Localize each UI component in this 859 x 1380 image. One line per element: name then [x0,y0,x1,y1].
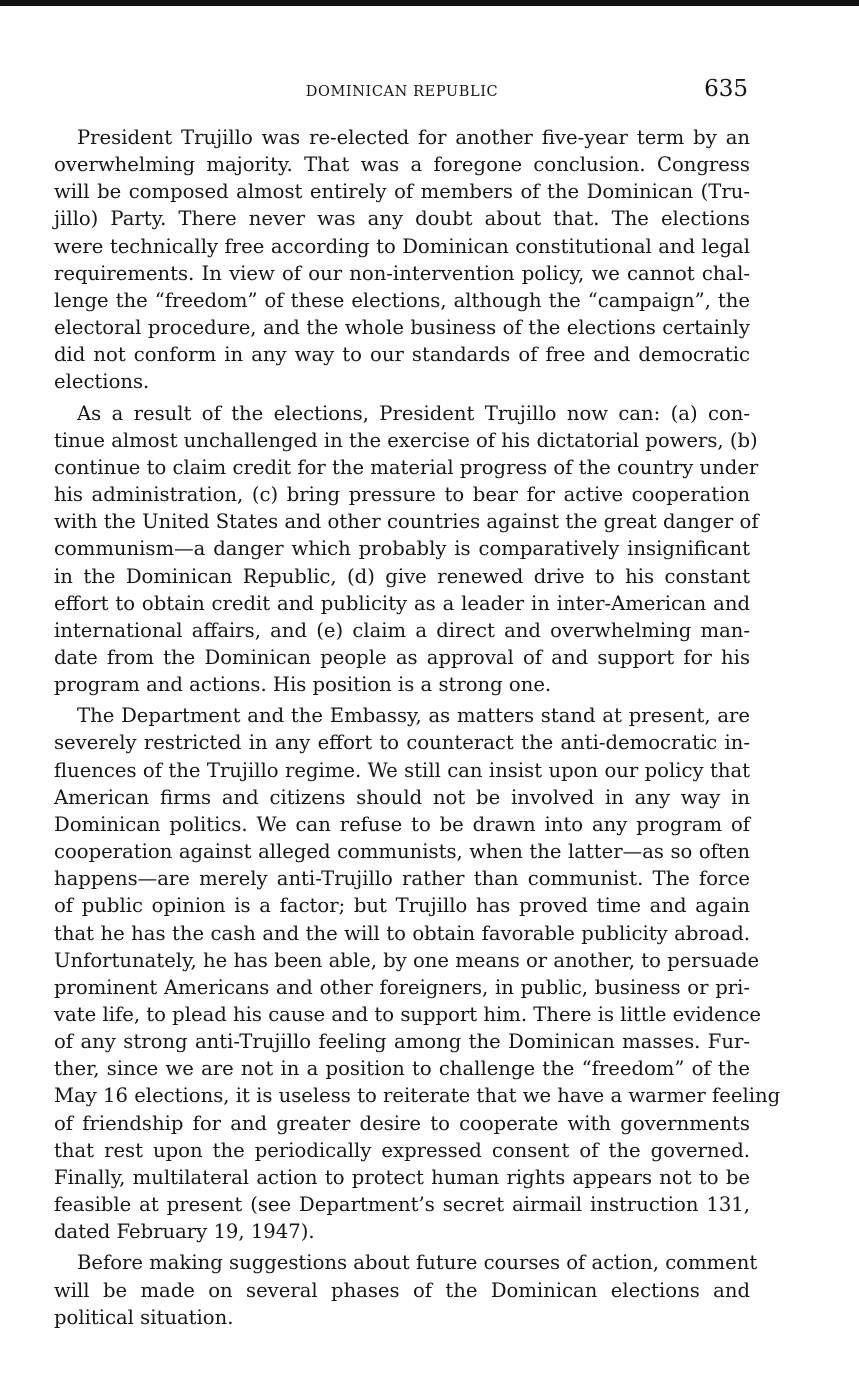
text-line: The Department and the Embassy, as matters stand at present, are [77,704,750,728]
text-line: with the United States and other countries against the great danger of [54,510,759,534]
text-line: overwhelming majority. That was a foregone conclusion. Congress [54,153,750,177]
text-line: of friendship for and greater desire to cooperate with governments [54,1111,750,1135]
text-line: will be composed almost entirely of members of the Dominican (Tru- [54,180,750,204]
text-line: vate life, to plead his cause and to support him. There is little evidence [54,1003,761,1026]
text-line: that he has the cash and the will to obtain favorable publicity abroad. [54,921,750,945]
text-line: Dominican politics. We can refuse to be drawn into any program of [54,812,750,836]
paragraph [54,124,750,396]
text-line: prominent Americans and other foreigners, in public, business or pri- [54,975,750,999]
text-line: elections. [54,370,150,394]
text-line: American firms and citizens should not be involved in any way in [54,785,750,809]
text-line: President Trujillo was re-elected for another five-year term by an [77,126,750,149]
text-line: severely restricted in any effort to counteract the anti-democratic in- [54,731,750,755]
text-line: continue to claim credit for the material progress of the country under [54,455,759,479]
text-line: in the Dominican Republic, (d) give renewed drive to his constant [54,564,750,588]
text-line: jillo) Party. There never was any doubt about that. The elections [54,207,750,231]
page-top-border [0,0,859,6]
text-line: requirements. In view of our non-intervention policy, we cannot chal- [54,261,750,285]
text-line: electoral procedure, and the whole business of the elections certainly [54,316,750,340]
text-line: tinue almost unchallenged in the exercise of his dictatorial powers, (b) [54,428,758,452]
text-line: cooperation against alleged communists, when the latter—as so often [54,840,750,864]
text-line: international affairs, and (e) claim a direct and overwhelming man- [54,618,750,642]
document-body [54,124,781,1331]
text-line: his administration, (c) bring pressure to bear for active cooperation [54,483,750,507]
text-line: of any strong anti-Trujillo feeling among the Dominican masses. Fur- [54,1030,750,1054]
text-line: Before making suggestions about future courses of action, comment [77,1251,758,1275]
paragraph [54,1249,758,1330]
text-line: political situation. [54,1305,234,1329]
text-line: fluences of the Trujillo regime. We still can insist upon our policy that [54,758,750,782]
text-line: lenge the “freedom” of these elections, although the “campaign”, the [54,288,750,312]
paragraph [54,400,759,699]
text-line: communism—a danger which probably is comparatively insignificant [54,537,750,561]
text-line: May 16 elections, it is useless to reiterate that we have a warmer feeling [54,1084,781,1108]
text-line: will be made on several phases of the Dominican elections and [54,1278,750,1302]
text-line: effort to obtain credit and publicity as a leader in inter-American and [54,591,750,615]
text-line: Unfortunately, he has been able, by one means or another, to persuade [54,948,760,972]
paragraph [54,702,781,1245]
page-number: 635 [704,76,748,102]
running-title: DOMINICAN REPUBLIC [305,84,499,100]
text-line: feasible at present (see Department’s secret airmail instruction 131, [54,1193,750,1217]
text-line: happens—are merely anti-Trujillo rather than communist. The force [54,867,750,891]
text-line: As a result of the elections, President Trujillo now can: (a) con- [77,401,750,425]
text-line: did not conform in any way to our standards of free and democratic [54,343,750,367]
text-line: were technically free according to Dominican constitutional and legal [54,234,750,258]
text-line: program and actions. His position is a strong one. [54,673,552,697]
text-line: dated February 19, 1947). [54,1220,315,1244]
text-line: ther, since we are not in a position to challenge the “freedom” of the [54,1057,750,1081]
text-line: that rest upon the periodically expressed consent of the governed. [54,1138,750,1162]
text-line: Finally, multilateral action to protect human rights appears not to be [54,1165,750,1189]
text-line: of public opinion is a factor; but Trujillo has proved time and again [54,894,750,918]
text-line: date from the Dominican people as approval of and support for his [54,645,750,669]
running-header [54,78,750,106]
